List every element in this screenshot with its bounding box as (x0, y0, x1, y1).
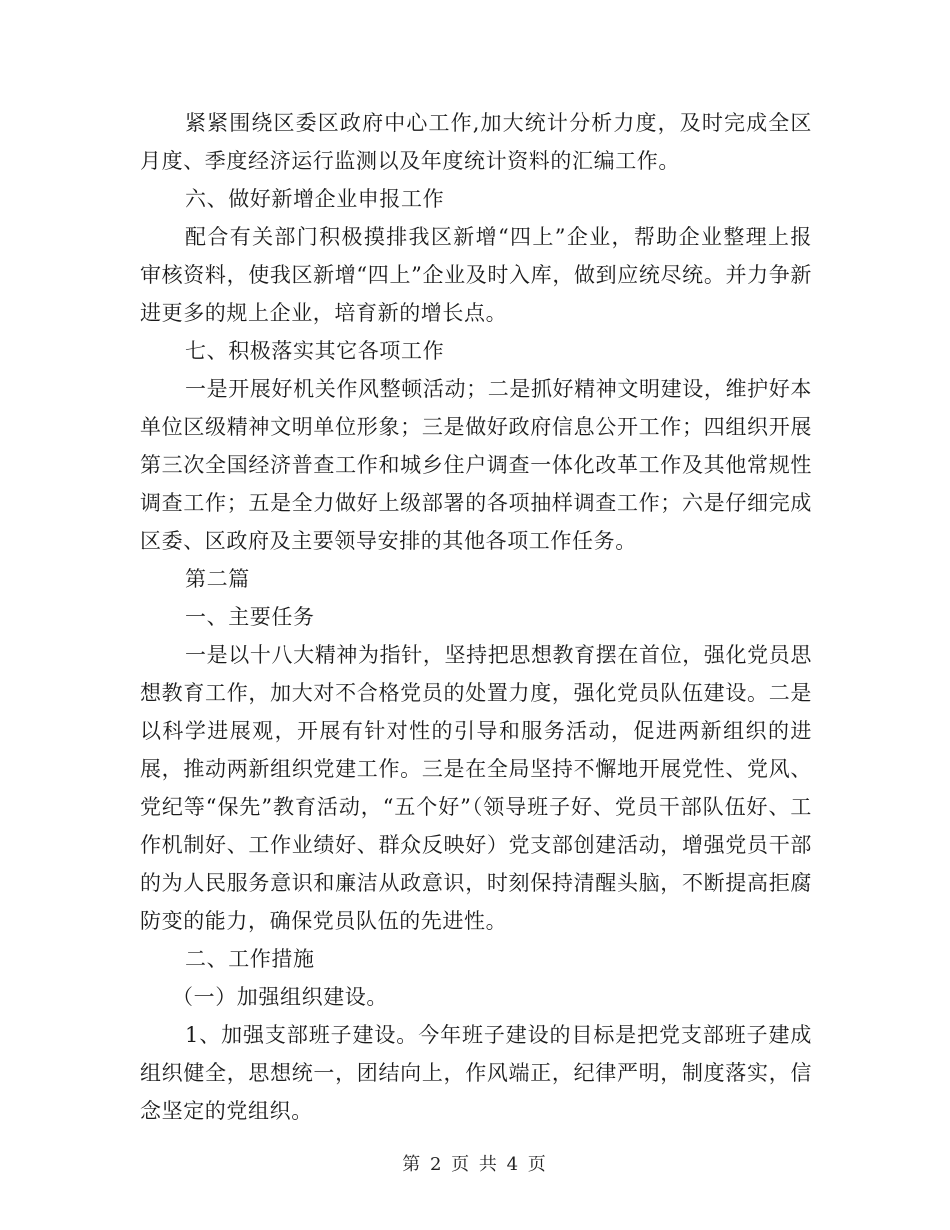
document-body (140, 104, 812, 1130)
subheading-organization-building: （一）加强组织建设。 (172, 985, 388, 1009)
paragraph-branch-team-building: 1、加强支部班子建设。今年班子建设的目标是把党支部班子建成组织健全，思想统一，团结向上，作风端正，纪律严明，制度落实，信念坚定的党组织。 (140, 1023, 812, 1123)
paragraph-main-tasks: 一是以十八大精神为指针，坚持把思想教育摆在首位，强化党员思想教育工作，加大对不合格党员的处置力度，强化党员队伍建设。二是以科学进展观，开展有针对性的引导和服务活动，促进两新组织的进展，推动两新组织党建工作。三是在全局坚持不懈地开展党性、党风、党纪等“保先”教育活动，“五个好”（领导班子好、党员干部队伍好、工作机制好、工作业绩好、群众反映好）党支部创建活动，增强党员干部的为人民服务意识和廉洁从政意识，时刻保持清醒头脑，不断提高拒腐防变的能力，确保党员队伍的先进性。 (140, 643, 812, 933)
paragraph-statistics-analysis: 紧紧围绕区委区政府中心工作,加大统计分析力度，及时完成全区月度、季度经济运行监测以及年度统计资料的汇编工作。 (140, 111, 812, 173)
heading-new-enterprise-reporting: 六、做好新增企业申报工作 (185, 187, 445, 211)
paragraph-new-enterprise-reporting: 配合有关部门积极摸排我区新增“四上”企业，帮助企业整理上报审核资料，使我区新增“四上”企业及时入库，做到应统尽统。并力争新进更多的规上企业，培育新的增长点。 (140, 225, 812, 325)
heading-work-measures: 二、工作措施 (185, 947, 315, 971)
heading-main-tasks: 一、主要任务 (185, 605, 315, 629)
section-title-part-two: 第二篇 (185, 567, 250, 591)
page-number-footer: 第 2 页 共 4 页 (402, 1154, 548, 1175)
heading-other-work: 七、积极落实其它各项工作 (185, 339, 445, 363)
paragraph-other-work: 一是开展好机关作风整顿活动；二是抓好精神文明建设，维护好本单位区级精神文明单位形象；三是做好政府信息公开工作；四组织开展第三次全国经济普查工作和城乡住户调查一体化改革工作及其他常规性调查工作；五是全力做好上级部署的各项抽样调查工作；六是仔细完成区委、区政府及主要领导安排的其他各项工作任务。 (140, 377, 812, 553)
